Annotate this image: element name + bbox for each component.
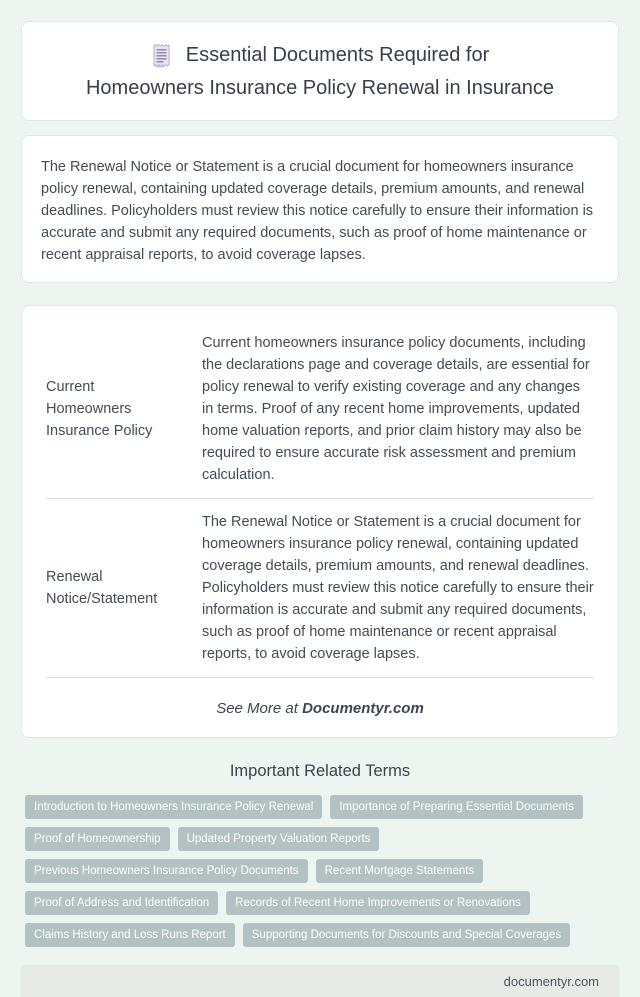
related-terms-heading: Important Related Terms [229, 762, 411, 780]
related-term-tag[interactable]: Proof of Address and Identification [25, 891, 218, 915]
related-term-tag[interactable]: Recent Mortgage Statements [316, 859, 484, 883]
related-term-tag[interactable]: Claims History and Loss Runs Report [25, 923, 235, 947]
summary-card [21, 135, 619, 283]
related-term-tag[interactable]: Proof of Homeownership [25, 827, 170, 851]
related-term-tag[interactable]: Records of Recent Home Improvements or Renovations [226, 891, 530, 915]
documents-table [46, 320, 594, 678]
related-term-tag[interactable]: Supporting Documents for Discounts and Special Coverages [243, 923, 570, 947]
document-term: Renewal Notice/Statement [46, 499, 194, 678]
header-card [21, 21, 619, 121]
document-description: The Renewal Notice or Statement is a crucial document for homeowners insurance policy renewal, containing updated coverage details, premium amounts, and renewal deadlines. Policyholders must review this notice carefully to ensure their information is accurate and submit any required documents, such as proof of home maintenance or recent appraisal reports, to avoid coverage lapses. [194, 499, 594, 678]
page-title [32, 39, 608, 105]
related-terms-list [25, 795, 615, 947]
title-text-line-2: Homeowners Insurance Policy Renewal in Insurance [85, 77, 554, 99]
footer-site-link[interactable]: documentyr.com [503, 973, 599, 989]
document-term: Current Homeowners Insurance Policy [46, 320, 194, 499]
see-more-note [46, 700, 594, 717]
documents-table-card [21, 305, 619, 738]
title-line-1 [32, 39, 608, 72]
page [0, 21, 640, 989]
see-more-prefix: See More at [216, 700, 303, 717]
table-row [46, 320, 594, 499]
document-description: Current homeowners insurance policy documents, including the declarations page and coverage details, are essential for policy renewal to verify existing coverage and any changes in terms. Proof of any recent home improvements, updated home valuation reports, and prior claim history may also be required to ensure accurate risk assessment and premium calculation. [194, 320, 594, 499]
see-more-site-link[interactable]: Documentyr.com [302, 700, 424, 717]
related-term-tag[interactable]: Previous Homeowners Insurance Policy Documents [25, 859, 308, 883]
related-term-tag[interactable]: Introduction to Homeowners Insurance Policy Renewal [25, 795, 322, 819]
table-row [46, 499, 594, 678]
related-term-tag[interactable]: Updated Property Valuation Reports [178, 827, 380, 851]
footer-bar [21, 965, 619, 997]
summary-paragraph: The Renewal Notice or Statement is a crucial document for homeowners insurance policy renewal, containing updated coverage details, premium amounts, and renewal deadlines. Policyholders must review this notice carefully to ensure their information is accurate and submit any required documents, such as proof of home maintenance or recent appraisal reports, to avoid coverage lapses. [41, 159, 594, 263]
receipt-icon [151, 43, 172, 69]
title-text-line-1: Essential Documents Required for [185, 44, 490, 66]
related-term-tag[interactable]: Importance of Preparing Essential Documents [330, 795, 583, 819]
